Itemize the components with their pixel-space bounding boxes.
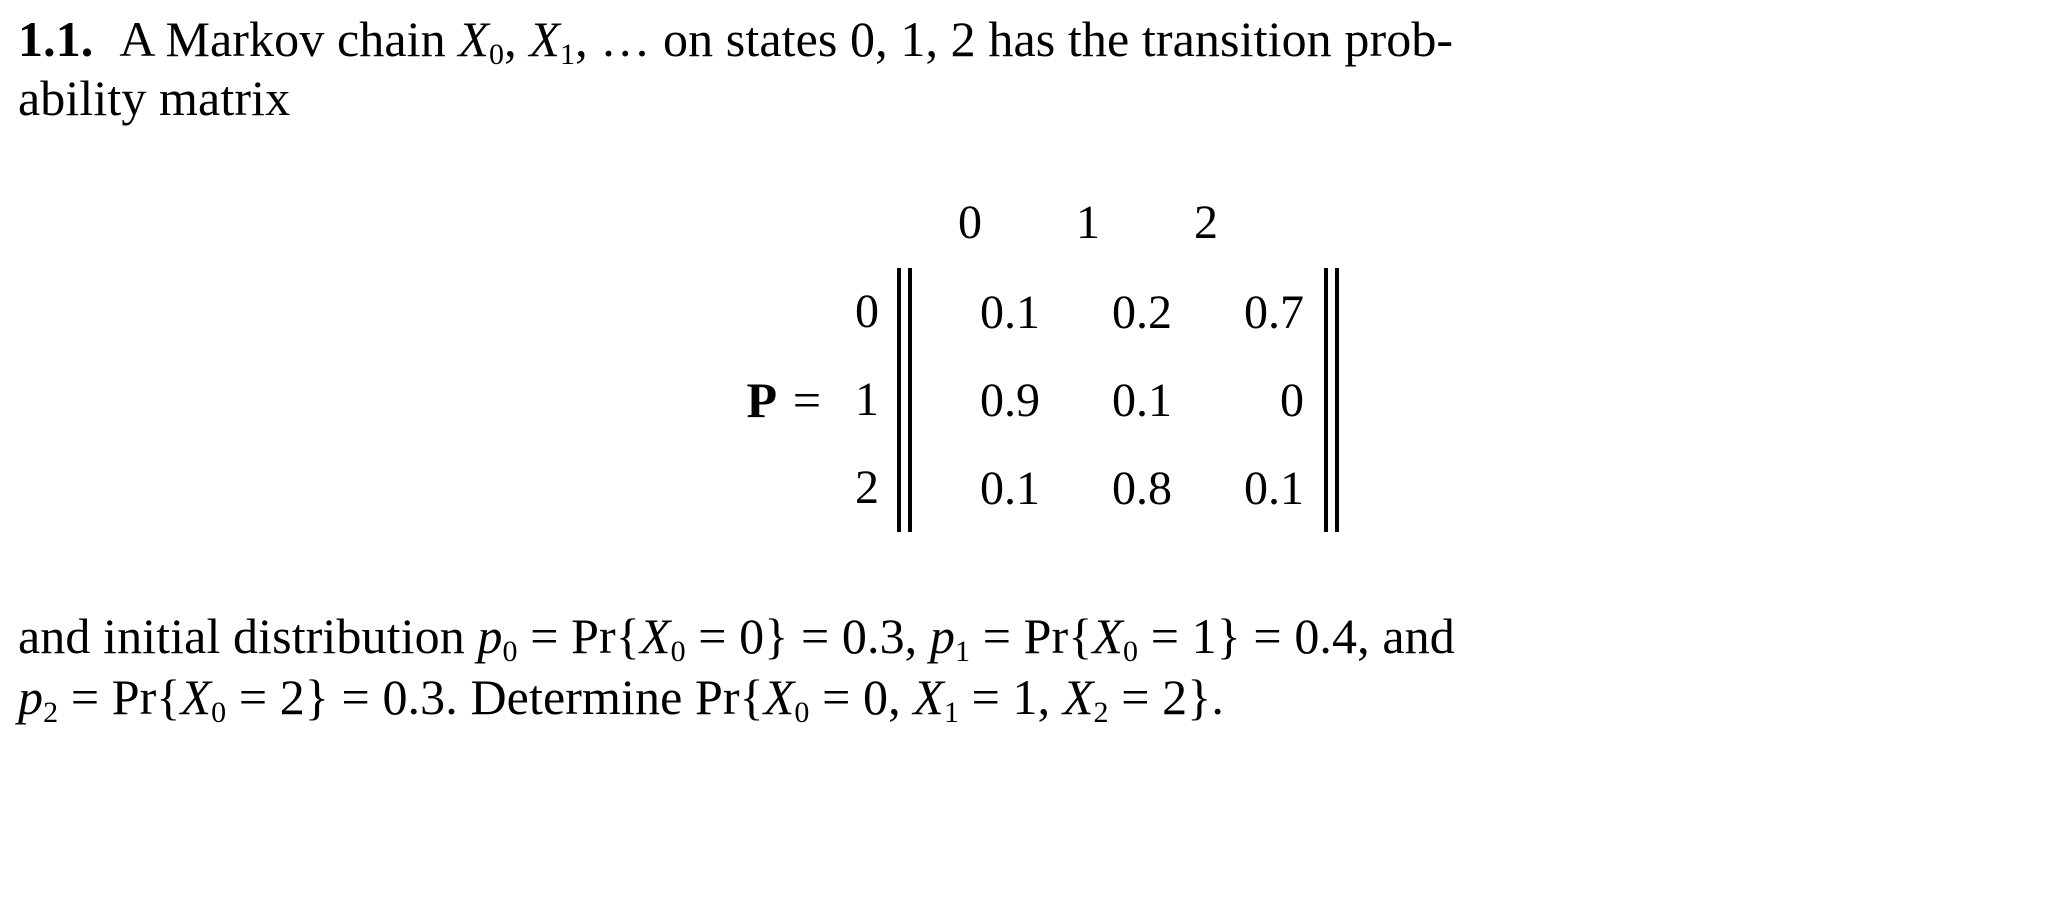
statement-text-b: , … on states 0, 1, 2 has the transition prob-: [575, 11, 1454, 67]
random-variable-x0: X: [1092, 608, 1124, 664]
matrix-assembly: [685, 188, 1339, 532]
row-header-2: 2: [855, 461, 879, 514]
tail-text-i: = 1,: [959, 669, 1063, 725]
matrix-row: [922, 268, 1318, 356]
random-variable-x0: X: [639, 608, 671, 664]
tail-text-g: = 2} = 0.3. Determine Pr{: [226, 669, 764, 725]
matrix-body: [685, 268, 1339, 532]
problem-tail-paragraph: [18, 606, 2006, 728]
random-variable-x2: X: [1062, 669, 1094, 725]
column-header-1: 1: [1076, 196, 1100, 249]
tail-text-e: = 1} = 0.4, and: [1138, 608, 1455, 664]
matrix-row: [922, 356, 1318, 444]
bar-segment: [1335, 268, 1339, 532]
problem-statement: [18, 10, 2006, 128]
matrix-label-p: P: [746, 372, 777, 428]
bar-segment: [897, 268, 901, 532]
random-variable-x0: X: [458, 11, 489, 67]
subscript-2: 2: [1093, 696, 1109, 730]
matrix-cell: 0.1: [1112, 373, 1172, 427]
row-header-0: 0: [855, 285, 879, 338]
tail-text-b: = Pr{: [517, 608, 640, 664]
subscript-0: 0: [502, 635, 518, 669]
initial-prob-p0: p: [477, 608, 503, 664]
tail-text-h: = 0,: [809, 669, 914, 725]
subscript-0: 0: [670, 635, 686, 669]
bar-segment: [1324, 268, 1328, 532]
matrix-cell: 0.1: [980, 461, 1040, 515]
subscript-1: 1: [943, 696, 960, 730]
tail-text-j: = 2}.: [1108, 669, 1224, 725]
matrix-cells: [912, 268, 1324, 532]
subscript-0: 0: [489, 38, 505, 72]
random-variable-x0: X: [763, 669, 795, 725]
matrix-cell: 0.8: [1112, 461, 1172, 515]
subscript-1: 1: [559, 38, 576, 72]
matrix-equals-sign: =: [792, 372, 822, 428]
column-header-2: 2: [1194, 196, 1218, 249]
tail-text-d: = Pr{: [970, 608, 1093, 664]
matrix-row: [922, 444, 1318, 532]
row-header-1: 1: [855, 373, 879, 426]
random-variable-x1: X: [913, 669, 944, 725]
subscript-1: 1: [954, 635, 971, 669]
matrix-right-double-bar: [1324, 268, 1339, 532]
problem-number: 1.1.: [18, 11, 94, 67]
matrix-cell: 0.9: [980, 373, 1040, 427]
matrix-cell: 0.1: [1244, 461, 1304, 515]
random-variable-x1: X: [529, 11, 560, 67]
tail-line-1: [18, 606, 2006, 667]
statement-line-2: ability matrix: [18, 70, 291, 126]
subscript-0: 0: [794, 696, 810, 730]
matrix-cell: 0.2: [1112, 285, 1172, 339]
matrix-cell: 0: [1280, 373, 1304, 427]
subscript-2: 2: [43, 696, 59, 730]
random-variable-x0: X: [180, 669, 212, 725]
tail-text-c: = 0} = 0.3,: [685, 608, 930, 664]
initial-prob-p1: p: [929, 608, 955, 664]
tail-line-2: [18, 667, 2006, 728]
subscript-0: 0: [1123, 635, 1139, 669]
statement-comma: ,: [504, 11, 530, 67]
statement-text-a: A Markov chain: [119, 11, 459, 67]
matrix-cell: 0.1: [980, 285, 1040, 339]
matrix-left-double-bar: [897, 268, 912, 532]
subscript-0: 0: [211, 696, 227, 730]
tail-text-f: = Pr{: [58, 669, 181, 725]
transition-matrix: [18, 188, 2006, 532]
matrix-column-headers: [685, 188, 1265, 250]
matrix-cell: 0.7: [1244, 285, 1304, 339]
initial-prob-p2: p: [18, 669, 44, 725]
tail-text-a: and initial distribution: [18, 608, 478, 664]
column-header-0: 0: [958, 196, 982, 249]
matrix-row-headers: [833, 268, 897, 532]
